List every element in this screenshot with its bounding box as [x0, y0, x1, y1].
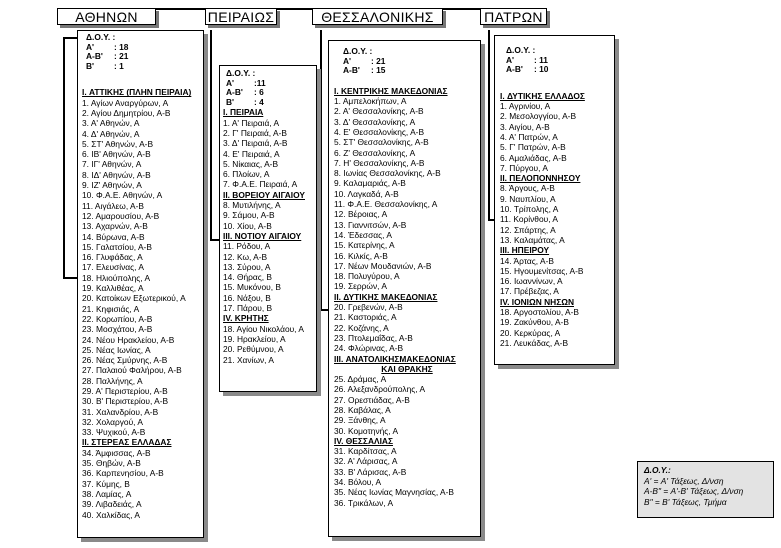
tax-office-item: 16. Κιλκίς, Α-Β: [334, 250, 388, 261]
tax-office-item: 25. Νέας Ιωνίας, Α: [82, 344, 151, 355]
tax-office-item: 23. Μοσχάτου, Α-Β: [82, 324, 153, 335]
dou-counts: [334, 47, 480, 76]
tax-office-item: 15. Μυκόνου, Β: [223, 282, 281, 293]
tax-office-item: 2. Αγίου Δημητρίου, Α-Β: [82, 107, 171, 118]
region-heading-continued: ΚΑΙ ΘΡΑΚΗΣ: [381, 363, 433, 374]
tax-office-item: 29. Α' Περιστερίου, Α-Β: [82, 385, 168, 396]
tax-office-item: 12. Αμαρουσίου, Α-Β: [82, 210, 160, 221]
tax-office-item: 18. Πολυγύρου, Α: [334, 271, 400, 282]
tax-office-item: 30. Β' Περιστερίου, Α-Β: [82, 396, 169, 407]
region-heading: II. ΒΟΡΕΙΟΥ ΑΙΓΑΙΟΥ: [223, 189, 305, 200]
tax-office-item: 20. Ρεθύμνου, Α: [223, 344, 284, 355]
athens-bracket-vertical: [63, 37, 65, 278]
tax-office-item: 3. Δ' Πειραιά, Α-Β: [223, 138, 288, 149]
tax-office-item: 39. Λιβαδειάς, Α: [82, 499, 142, 510]
tax-office-item: 14. Έδεσσας, Α: [334, 229, 392, 240]
tax-office-item: 18. Ηλιούπολης, Α: [82, 272, 151, 283]
tax-office-item: 8. ΙΔ' Αθηνών, Α-Β: [82, 169, 151, 180]
tax-office-item: 16. Νάξου, Β: [223, 292, 271, 303]
tax-office-item: 7. Φ.Α.Ε. Πειραιά, Α: [223, 179, 298, 190]
region-heading: I. ΠΕΙΡΑΙΑ: [223, 107, 264, 118]
tax-office-item: 37. Κύμης, Β: [82, 478, 130, 489]
tax-office-item: 15. Κατερίνης, Α: [334, 240, 395, 251]
tax-office-item: 14. Βύρωνα, Α-Β: [82, 231, 145, 242]
tax-office-item: 11. Φ.Α.Ε. Θεσσαλονίκης, Α: [334, 199, 438, 210]
piraeus-bracket-vertical: [210, 30, 212, 240]
dou-count: : 21: [371, 55, 386, 66]
tax-office-item: 34. Άμφισσας, Α-Β: [82, 447, 151, 458]
tax-office-item: 14. Θήρας, Β: [223, 272, 273, 283]
tax-office-item: 16. Ιωαννίνων, Α: [500, 276, 563, 287]
tax-office-item: 6. Πλοίων, Α: [223, 169, 270, 180]
tax-office-item: 17. Πάρου, Β: [223, 303, 273, 314]
tax-office-item: 28. Καβάλας, Α: [334, 404, 391, 415]
tax-office-item: 21. Χανίων, Α: [223, 354, 274, 365]
thessaloniki-bracket-vertical: [320, 30, 322, 310]
tax-office-item: 8. Μυτιλήνης, Α: [223, 200, 281, 211]
region-heading: I. ΚΕΝΤΡΙΚΗΣ ΜΑΚΕΔΟΝΙΑΣ: [334, 85, 448, 96]
tax-office-item: 34. Βόλου, Α: [334, 477, 382, 488]
dou-class: Α': [226, 77, 235, 88]
dou-class: Β': [226, 96, 235, 107]
dou-count: : 1: [114, 60, 124, 71]
tax-office-item: 36. Καρπενησίου, Α-Β: [82, 468, 164, 479]
tax-office-item: 4. Ε' Πειραιά, Α: [223, 148, 280, 159]
tax-office-item: 3. Α' Αθηνών, Α: [82, 118, 140, 129]
region-heading: II. ΣΤΕΡΕΑΣ ΕΛΛΑΔΑΣ: [82, 437, 172, 448]
tax-office-item: 17. Πρέβεζας, Α: [500, 286, 559, 297]
column-piraeus: [219, 65, 317, 392]
dou-row: [86, 43, 203, 53]
dou-class: Α-Β': [86, 51, 103, 62]
dou-count: : 21: [114, 51, 129, 62]
tax-office-item: 1. Α' Πειραιά, Α: [223, 117, 280, 128]
tax-office-item: 21. Κηφισιάς, Α: [82, 303, 140, 314]
dou-class: Α': [506, 54, 515, 65]
tax-office-item: 20. Γρεβενών, Α-Β: [334, 302, 403, 313]
tax-office-item: 23. Πτολεμαΐδας, Α-Β: [334, 332, 413, 343]
header-thessaloniki: ΘΕΣΣΑΛΟΝΙΚΗΣ: [312, 8, 443, 25]
tax-office-item: 40. Χαλκίδας, Α: [82, 509, 140, 520]
tax-office-item: 27. Παλαιού Φαλήρου, Α-Β: [82, 365, 182, 376]
tax-office-item: 12. Σπάρτης, Α: [500, 224, 556, 235]
tax-office-item: 11. Αιγάλεω, Α-Β: [82, 200, 144, 211]
tax-office-item: 22. Κοζάνης, Α: [334, 322, 389, 333]
tax-office-item: 19. Καλλιθέας, Α: [82, 283, 144, 294]
dou-row: [343, 66, 480, 76]
tax-office-item: 26. Νέας Σμύρνης, Α-Β: [82, 355, 168, 366]
tax-office-item: 21. Καστοριάς, Α: [334, 312, 397, 323]
tax-office-item: 5. ΣΤ' Αθηνών, Α-Β: [82, 138, 154, 149]
tax-office-item: 12. Βέροιας, Α: [334, 209, 388, 220]
region-heading: I. ΑΤΤΙΚΗΣ (ΠΛΗΝ ΠΕΙΡΑΙΑ): [82, 87, 192, 98]
dou-class: Α': [343, 55, 352, 66]
tax-office-item: 2. Γ' Πειραιά, Α-Β: [223, 127, 287, 138]
tax-office-item: 24. Νέου Ηρακλείου, Α-Β: [82, 334, 175, 345]
region-heading: III. ΑΝΑΤΟΛΙΚΗΣΜΑΚΕΔΟΝΙΑΣ: [334, 353, 456, 364]
tax-office-item: 33. Ψυχικού, Α-Β: [82, 427, 146, 438]
tax-office-item: 18. Αργοστολίου, Α-Β: [500, 307, 579, 318]
tax-office-item: 20. Κερκύρας, Α: [500, 327, 561, 338]
tax-office-item: 13. Αχαρνών, Α-Β: [82, 221, 148, 232]
tax-office-item: 11. Ρόδου, Α: [223, 241, 271, 252]
header-piraeus: ΠΕΙΡΑΙΩΣ: [205, 8, 277, 25]
legend-box: [637, 461, 774, 518]
tax-office-item: 30. Κομοτηνής, Α: [334, 425, 399, 436]
region-heading: II. ΠΕΛΟΠΟΝΝΗΣΟΥ: [500, 173, 581, 184]
tax-office-item: 8. Ιωνίας Θεσσαλονίκης, Α-Β: [334, 168, 441, 179]
tax-office-item: 7. Η' Θεσσαλονίκης, Α-Β: [334, 157, 425, 168]
tax-office-item: 31. Χαλανδρίου, Α-Β: [82, 406, 159, 417]
tax-office-item: 10. Φ.Α.Ε. Αθηνών, Α: [82, 190, 163, 201]
dou-class: Α-Β': [226, 87, 243, 98]
tax-office-item: 19. Ζακύνθου, Α-Β: [500, 317, 569, 328]
dou-class: Α-Β': [506, 64, 523, 75]
tax-office-item: 6. Αμαλιάδας, Α-Β: [500, 152, 567, 163]
tax-office-item: 20. Κατοίκων Εξωτερικού, Α: [82, 293, 186, 304]
tax-office-item: 31. Καρδίτσας, Α: [334, 446, 397, 457]
dou-row: [226, 98, 316, 108]
tax-office-item: 3. Αιγίου, Α-Β: [500, 121, 550, 132]
dou-count: : 10: [534, 64, 549, 75]
column-thessaloniki: [328, 40, 481, 537]
column-patras: [494, 35, 615, 365]
dou-title: Δ.Ο.Υ. :: [86, 32, 116, 42]
tax-office-item: 22. Κορωπίου, Α-Β: [82, 313, 153, 324]
header-patras: ΠΑΤΡΩΝ: [480, 8, 547, 25]
dou-count: : 6: [254, 87, 264, 98]
tax-office-item: 11. Κορίνθου, Α: [500, 214, 558, 225]
tax-office-item: 5. ΣΤ' Θεσσαλονίκης, Α-Β: [334, 137, 429, 148]
region-heading: III. ΗΠΕΙΡΟΥ: [500, 245, 550, 256]
tax-office-item: 9. Καλαμαριάς, Α-Β: [334, 178, 406, 189]
tax-office-item: 13. Καλαμάτας, Α: [500, 234, 565, 245]
dou-title: Δ.Ο.Υ. :: [343, 46, 373, 56]
tax-office-item: 4. Ε' Θεσσαλονίκης, Α-Β: [334, 126, 425, 137]
tax-office-item: 10. Χίου, Α-Β: [223, 220, 272, 231]
dou-counts: [500, 46, 614, 75]
tax-office-item: 32. Χολαργού, Α: [82, 416, 143, 427]
tax-office-item: 25. Δράμας, Α: [334, 374, 387, 385]
legend-line: B" = Β' Τάξεως, Τμήμα: [644, 496, 727, 507]
tax-office-item: 2. Α' Θεσσαλονίκης, Α-Β: [334, 106, 424, 117]
tax-office-item: 7. ΙΓ' Αθηνών, Α: [82, 159, 142, 170]
dou-counts: [223, 69, 316, 107]
header-athens: ΑΘΗΝΩΝ: [57, 8, 156, 25]
dou-row: [226, 88, 316, 98]
dou-class: Α': [86, 41, 95, 52]
tax-office-item: 1. Αγίων Αναργύρων, Α: [82, 97, 169, 108]
tax-office-item: 15. Γαλατσίου, Α-Β: [82, 241, 152, 252]
tax-office-item: 36. Τρικάλων, Α: [334, 497, 394, 508]
tax-office-item: 15. Ηγουμενίτσας, Α-Β: [500, 265, 584, 276]
dou-count: : 4: [254, 96, 264, 107]
tax-office-item: 3. Δ' Θεσσαλονίκης, Α: [334, 116, 416, 127]
tax-office-item: 10. Λαγκαδά, Α-Β: [334, 188, 399, 199]
region-heading: II. ΔΥΤΙΚΗΣ ΜΑΚΕΔΟΝΙΑΣ: [334, 291, 438, 302]
tax-office-item: 17. Νέων Μουδανιών, Α-Β: [334, 260, 432, 271]
tax-office-item: 26. Αλεξανδρούπολης, Α: [334, 384, 426, 395]
dou-counts: [82, 33, 203, 71]
legend-line: A' = Α' Τάξεως, Δ/νση: [644, 475, 724, 486]
tax-office-item: 13. Σύρου, Α: [223, 261, 271, 272]
column-athens: [77, 30, 204, 538]
tax-office-item: 1. Αγρινίου, Α: [500, 101, 551, 112]
tax-office-item: 10. Τρίπολης, Α: [500, 204, 559, 215]
dou-count: : 18: [114, 41, 129, 52]
dou-row: [343, 57, 480, 67]
tax-office-item: 16. Γλυφάδας, Α: [82, 252, 143, 263]
tax-office-item: 4. Δ' Αθηνών, Α: [82, 128, 140, 139]
tax-office-item: 28. Παλλήνης, Α: [82, 375, 143, 386]
tax-office-item: 6. Ζ' Θεσσαλονίκης, Α: [334, 147, 416, 158]
tax-office-item: 19. Ηρακλείου, Α: [223, 333, 286, 344]
tax-office-item: 9. Ναυπλίου, Α: [500, 193, 556, 204]
tax-office-item: 6. ΙΒ' Αθηνών, Α-Β: [82, 149, 151, 160]
tax-office-item: 9. Σάμου, Α-Β: [223, 210, 275, 221]
region-heading: IV. ΘΕΣΣΑΛΙΑΣ: [334, 435, 393, 446]
dou-row: [506, 65, 614, 75]
tax-office-item: 1. Αμπελοκήπων, Α: [334, 96, 407, 107]
tax-office-item: 32. Α' Λάρισας, Α: [334, 456, 398, 467]
dou-row: [86, 62, 203, 72]
tax-office-item: 5. Γ' Πατρών, Α-Β: [500, 142, 566, 153]
tax-office-item: 35. Νέας Ιωνίας Μαγνησίας, Α-Β: [334, 487, 454, 498]
region-heading: I. ΔΥΤΙΚΗΣ ΕΛΛΑΔΟΣ: [500, 90, 585, 101]
tax-office-item: 5. Νίκαιας, Α-Β: [223, 158, 279, 169]
region-heading: IV. ΙΟΝΙΩΝ ΝΗΣΩΝ: [500, 296, 574, 307]
tax-office-item: 24. Φλώρινας, Α-Β: [334, 343, 404, 354]
tax-office-item: 35. Θηβών, Α-Β: [82, 458, 141, 469]
tax-office-item: 7. Πύργου, Α: [500, 162, 548, 173]
tax-office-item: 2. Μεσολογγίου, Α-Β: [500, 111, 577, 122]
legend-title: Δ.Ο.Υ.:: [644, 465, 671, 475]
dou-count: : 11: [534, 54, 548, 65]
region-heading: III. ΝΟΤΙΟΥ ΑΙΓΑΙΟΥ: [223, 230, 302, 241]
legend-line: A-B" = Α'-Β' Τάξεως, Δ/νση: [644, 486, 744, 496]
patras-bracket-vertical: [488, 30, 490, 220]
dou-title: Δ.Ο.Υ. :: [506, 45, 536, 55]
tax-office-item: 8. Άργους, Α-Β: [500, 183, 555, 194]
tax-office-item: 19. Σερρών, Α: [334, 281, 387, 292]
tax-office-item: 21. Λευκάδας, Α-Β: [500, 337, 569, 348]
tax-office-item: 13. Γιαννιτσών, Α-Β: [334, 219, 407, 230]
region-heading: IV. ΚΡΗΤΗΣ: [223, 313, 269, 324]
tax-office-item: 17. Ελευσίνας, Α: [82, 262, 144, 273]
tax-office-item: 18. Αγίου Νικολάου, Α: [223, 323, 304, 334]
tax-office-item: 14. Άρτας, Α-Β: [500, 255, 554, 266]
dou-class: Α-Β': [343, 65, 360, 76]
tax-office-item: 33. Β' Λάρισας, Α-Β: [334, 466, 407, 477]
dou-count: :11: [254, 77, 266, 88]
dou-count: : 15: [371, 65, 386, 76]
tax-office-item: 29. Ξάνθης, Α: [334, 415, 386, 426]
dou-class: Β': [86, 60, 95, 71]
tax-office-item: 9. ΙΖ' Αθηνών, Α: [82, 180, 142, 191]
dou-row: [86, 52, 203, 62]
tax-office-item: 4. Α' Πατρών, Α: [500, 131, 558, 142]
tax-office-item: 12. Κω, Α-Β: [223, 251, 268, 262]
dou-title: Δ.Ο.Υ. :: [226, 68, 256, 78]
tax-office-item: 27. Ορεστιάδας, Α-Β: [334, 394, 410, 405]
tax-office-item: 38. Λαμίας, Α: [82, 488, 132, 499]
